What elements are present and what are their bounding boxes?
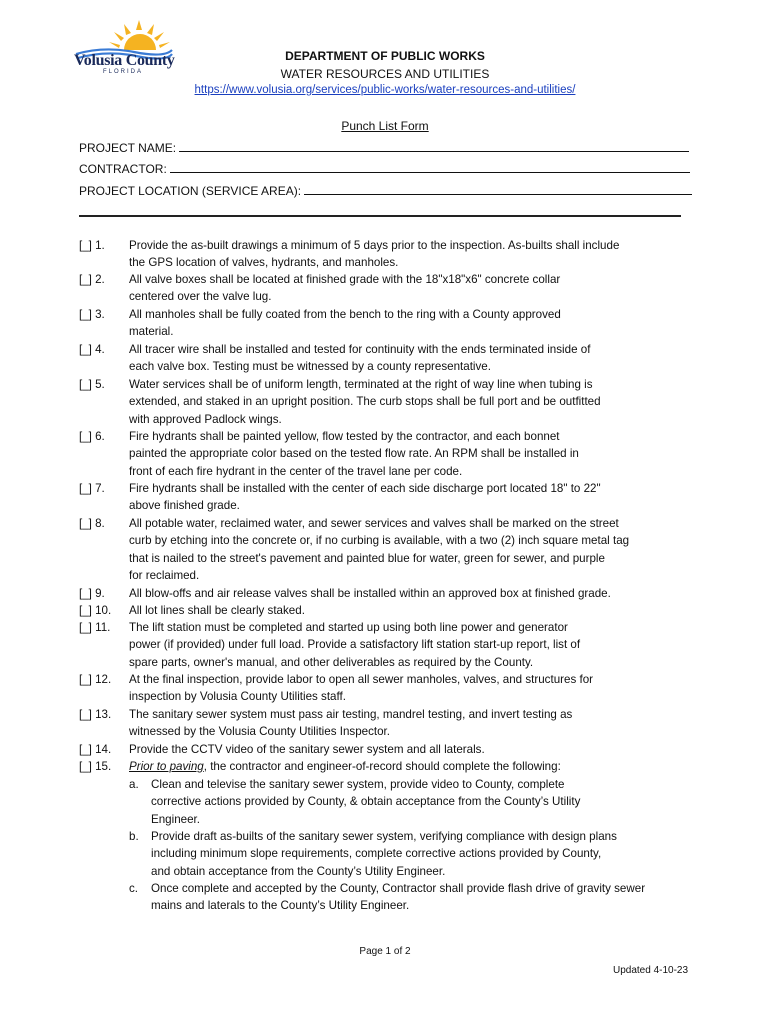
checkbox-1[interactable]: [_] 1.: [79, 239, 105, 252]
item-text: All blow-offs and air release valves shall be installed within an approved box at finished grade.: [129, 587, 611, 600]
subitem-text: Once complete and accepted by the County, Contractor shall provide flash drive of gravity sewer: [151, 882, 646, 895]
subitem-letter: a.: [129, 778, 139, 791]
subitem-text: and obtain acceptance from the County’s Utility Engineer.: [151, 864, 446, 878]
department-title: DEPARTMENT OF PUBLIC WORKS: [285, 49, 485, 63]
prior-to-paving-emphasis: Prior to paving: [129, 760, 204, 773]
item-text: front of each fire hydrant in the center of the travel lane per code.: [129, 464, 463, 478]
item-text: All potable water, reclaimed water, and sewer services and valves shall be marked on the street: [129, 517, 619, 530]
subitem-text: Engineer.: [151, 812, 200, 826]
logo-subtitle: FLORIDA: [103, 69, 144, 75]
logo-name: Volusia County: [74, 52, 175, 69]
item-text: At the final inspection, provide labor to open all sewer manholes, valves, and structures for: [129, 673, 593, 686]
item-text: Fire hydrants shall be painted yellow, flow tested by the contractor, and each bonnet: [129, 430, 560, 443]
checkbox-5[interactable]: [_] 5.: [79, 378, 105, 391]
subitem-text: mains and laterals to the County’s Utility Engineer.: [151, 899, 410, 913]
item-text: extended, and staked in an upright position. The curb stops shall be full port and be outfitted: [129, 395, 601, 409]
item-text: All manholes shall be fully coated from the bench to the ring with a County approved: [129, 308, 561, 321]
item-text: All tracer wire shall be installed and tested for continuity with the ends terminated inside of: [129, 343, 591, 356]
contractor-blank[interactable]: [170, 161, 690, 173]
subitem-text: including minimum slope requirements, complete corrective actions provided by County,: [151, 847, 602, 861]
checkbox-7[interactable]: [_] 7.: [79, 482, 105, 495]
project-name-blank[interactable]: [179, 140, 689, 152]
checkbox-12[interactable]: [_] 12.: [79, 673, 112, 686]
project-location-label: PROJECT LOCATION (SERVICE AREA):: [79, 184, 302, 198]
checkbox-13[interactable]: [_] 13.: [79, 708, 112, 721]
item-text: material.: [129, 325, 174, 339]
project-name-label: PROJECT NAME:: [79, 141, 177, 155]
item-text: witnessed by the Volusia County Utilities Inspector.: [129, 725, 390, 739]
checkbox-9[interactable]: [_] 9.: [79, 587, 105, 600]
item-text: Water services shall be of uniform length, terminated at the right of way line when tubing is: [129, 378, 593, 391]
item-text: curb by etching into the concrete or, if no curbing is available, with a two (2) inch square metal tag: [129, 534, 630, 548]
subitem-text: Provide draft as-builts of the sanitary sewer system, verifying compliance with design plans: [151, 830, 617, 843]
item-text: Fire hydrants shall be installed with the center of each side discharge port located 18" to 22": [129, 482, 601, 495]
project-location-blank[interactable]: [304, 183, 692, 195]
checkbox-15[interactable]: [_] 15.: [79, 760, 112, 773]
item-text: All lot lines shall be clearly staked.: [129, 604, 305, 617]
division-title: WATER RESOURCES AND UTILITIES: [280, 67, 490, 81]
item-text: for reclaimed.: [129, 568, 200, 582]
form-title: Punch List Form: [341, 119, 429, 133]
subitem-letter: b.: [129, 830, 139, 843]
item-text: each valve box. Testing must be witnessed by a county representative.: [129, 360, 491, 374]
item-text: The sanitary sewer system must pass air testing, mandrel testing, and invert testing as: [129, 708, 573, 721]
item-text: inspection by Volusia County Utilities staff.: [129, 690, 346, 704]
item-text: painted the appropriate color based on the tested flow rate. An RPM shall be installed in: [129, 447, 579, 461]
subitem-text: corrective actions provided by County, & obtain acceptance from the County’s Utility: [151, 795, 581, 809]
department-url-link[interactable]: https://www.volusia.org/services/public-works/water-resources-and-utilities/: [194, 84, 576, 96]
checkbox-14[interactable]: [_] 14.: [79, 743, 112, 756]
item-text: Provide the as-built drawings a minimum of 5 days prior to the inspection. As-builts shall include: [129, 239, 620, 252]
item-text: with approved Padlock wings.: [129, 412, 282, 426]
contractor-label: CONTRACTOR:: [79, 162, 167, 176]
item-text: , the contractor and engineer-of-record should complete the following:: [203, 760, 561, 773]
item-text: centered over the valve lug.: [129, 290, 272, 304]
contractor-field[interactable]: [79, 161, 690, 176]
item-text: Provide the CCTV video of the sanitary sewer system and all laterals.: [129, 743, 485, 756]
checkbox-10[interactable]: [_] 10.: [79, 604, 112, 617]
item-text: spare parts, owner's manual, and other deliverables as required by the County.: [129, 655, 534, 669]
project-location-field[interactable]: [79, 183, 692, 198]
project-name-field[interactable]: [79, 140, 689, 155]
checkbox-4[interactable]: [_] 4.: [79, 343, 105, 356]
section-divider: [79, 215, 681, 217]
checkbox-3[interactable]: [_] 3.: [79, 308, 105, 321]
checkbox-2[interactable]: [_] 2.: [79, 273, 105, 286]
checkbox-6[interactable]: [_] 6.: [79, 430, 105, 443]
item-text: The lift station must be completed and started up using both line power and generator: [129, 621, 568, 634]
item-text: above finished grade.: [129, 499, 240, 513]
item-text: All valve boxes shall be located at finished grade with the 18"x18"x6" concrete collar: [129, 273, 561, 286]
subitem-text: Clean and televise the sanitary sewer system, provide video to County, complete: [151, 778, 565, 791]
checkbox-11[interactable]: [_] 11.: [79, 621, 111, 634]
item-text: the GPS location of valves, hydrants, and manholes.: [129, 256, 399, 270]
updated-date: Updated 4-10-23: [613, 965, 689, 976]
item-text: power (if provided) under full load. Provide a satisfactory lift station start-up report, list of: [129, 638, 581, 652]
checkbox-8[interactable]: [_] 8.: [79, 517, 105, 530]
subitem-letter: c.: [129, 882, 139, 895]
item-text: that is nailed to the street's pavement and painted blue for water, green for sewer, and purple: [129, 551, 605, 565]
page-number: Page 1 of 2: [359, 946, 411, 957]
